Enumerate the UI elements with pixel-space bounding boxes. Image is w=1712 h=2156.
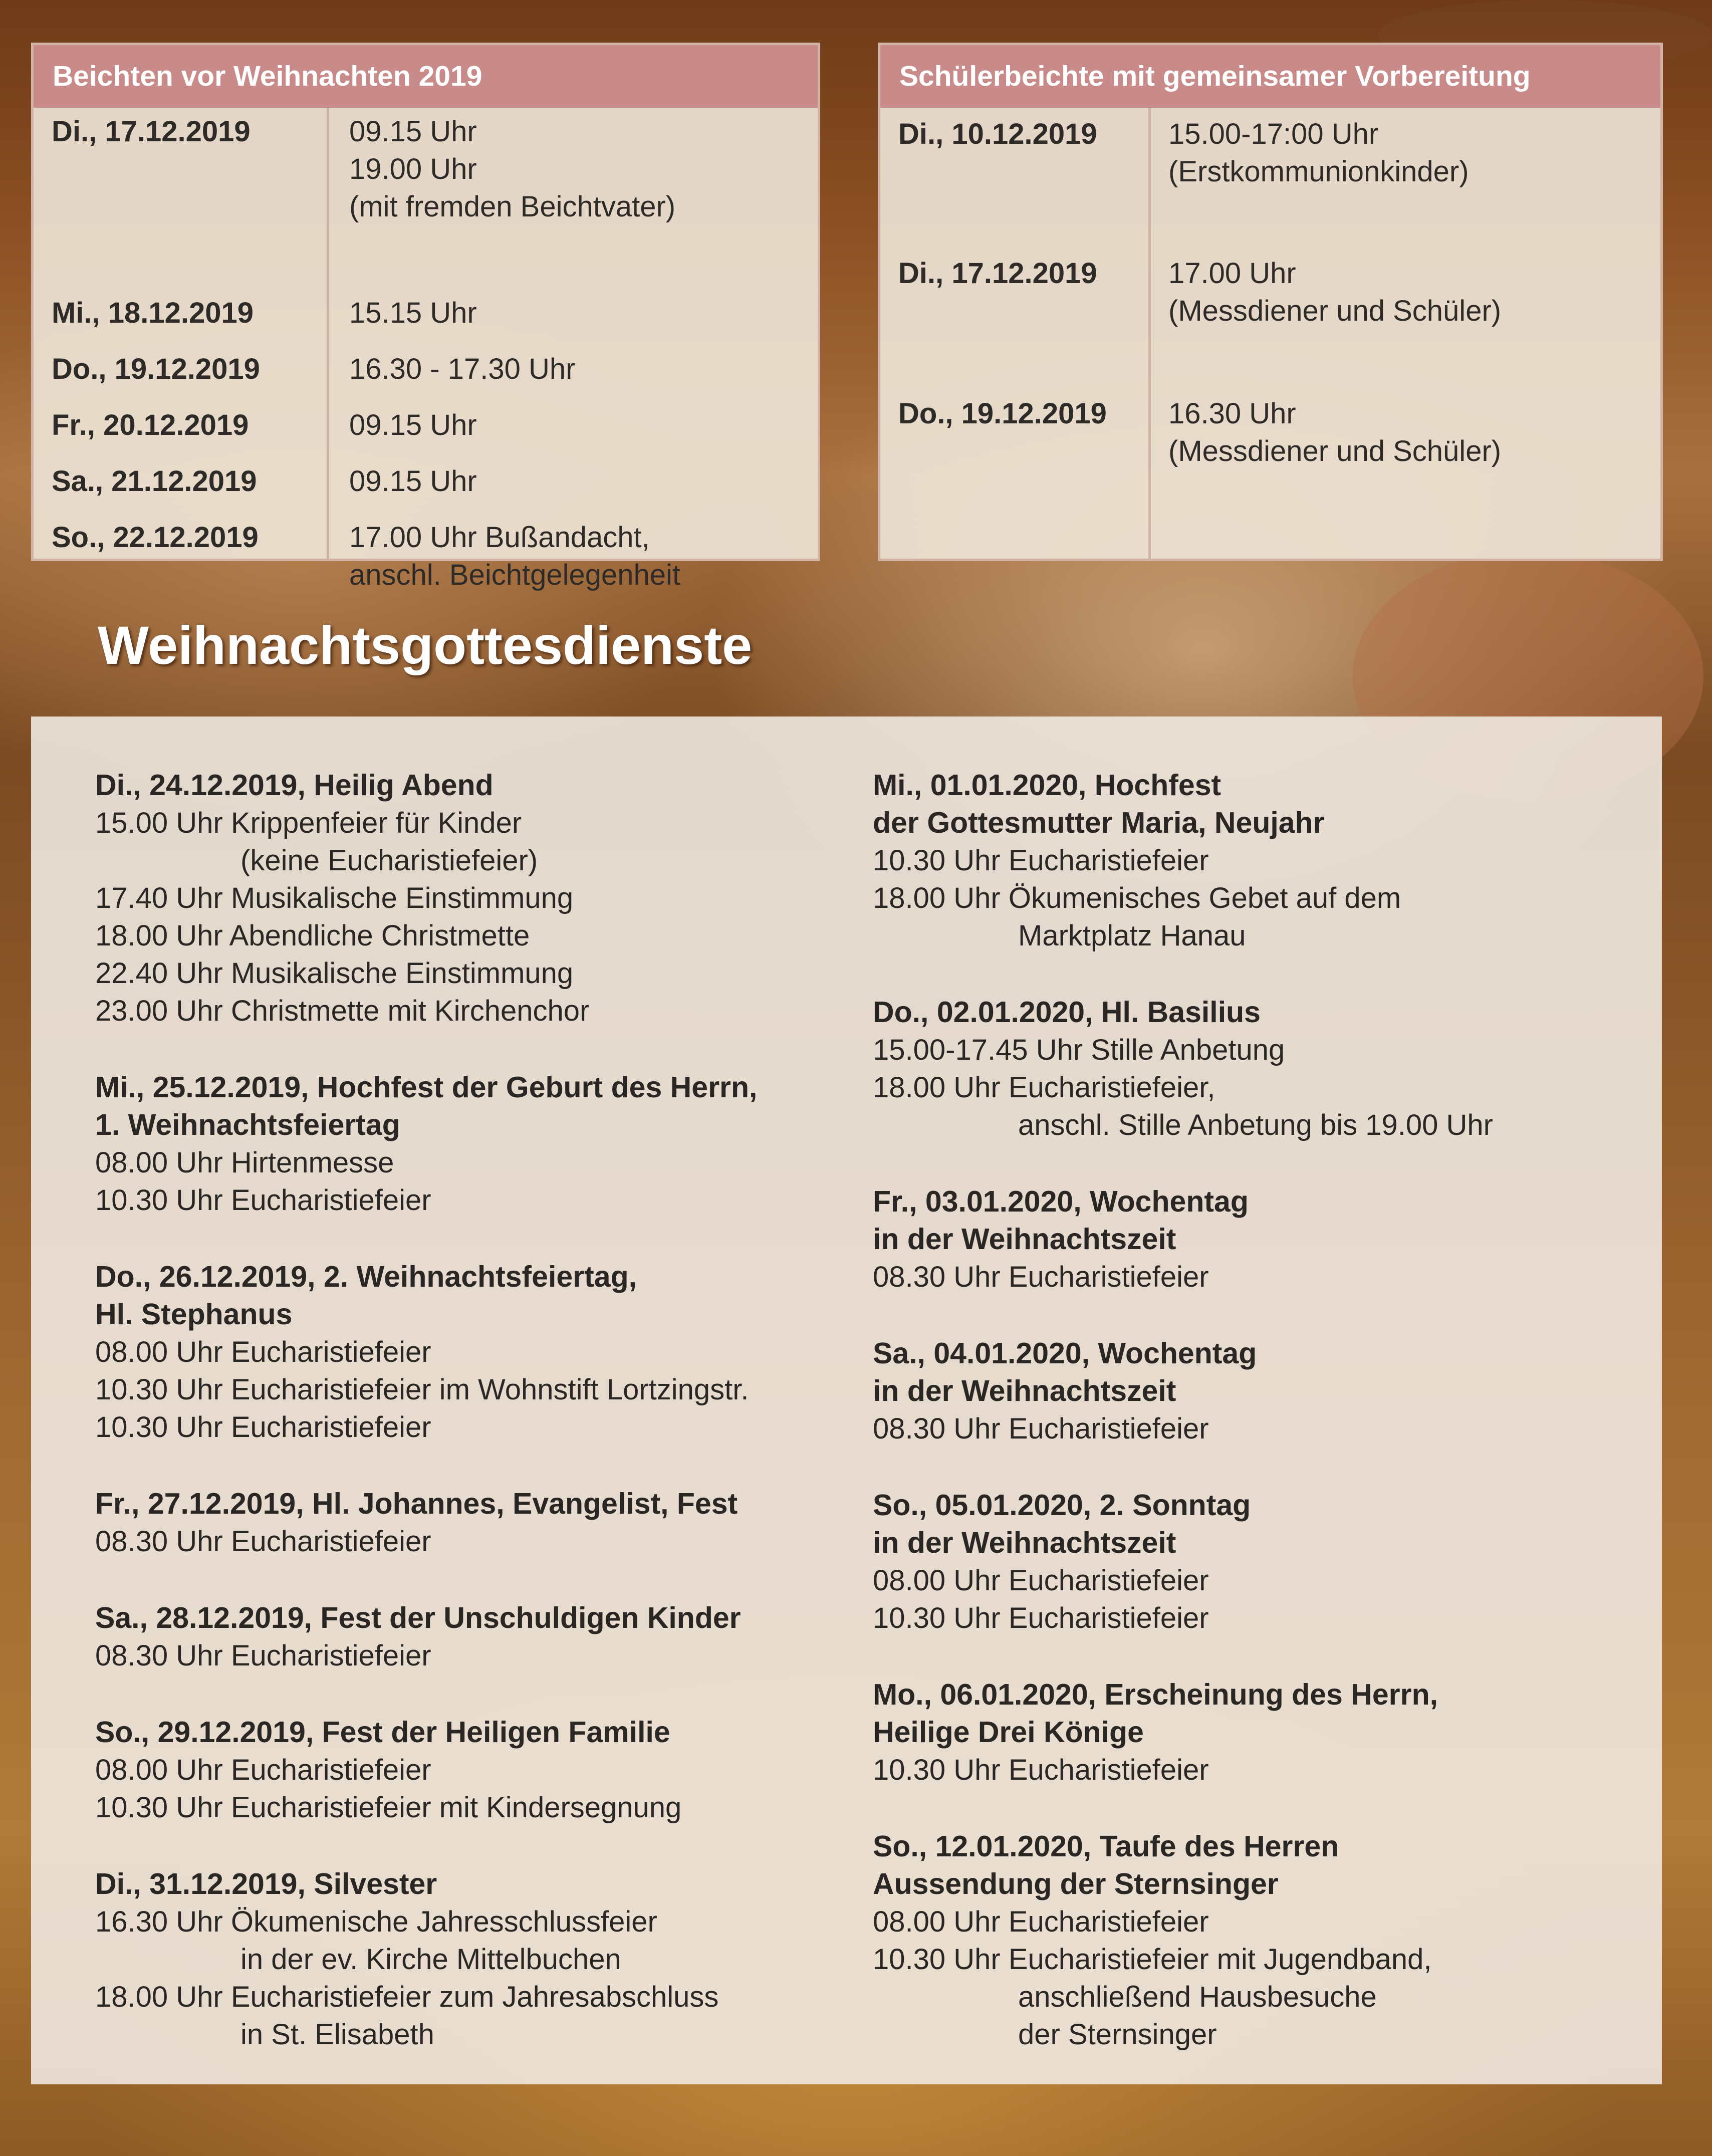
row-times: [1168, 115, 1469, 190]
row-date: So., 22.12.2019: [52, 521, 259, 554]
row-times: [349, 406, 477, 444]
service-entry: [95, 767, 847, 1030]
service-heading: der Gottesmutter Maria, Neujahr: [873, 806, 1325, 839]
beichten-table-body: [34, 108, 818, 591]
service-entry: [873, 1828, 1624, 2053]
service-heading: Di., 31.12.2019, Silvester: [95, 1867, 437, 1900]
schuelerbeichte-table-title: Schülerbeichte mit gemeinsamer Vorbereitung: [880, 45, 1660, 108]
service-heading: Do., 02.01.2020, Hl. Basilius: [873, 996, 1261, 1029]
row-times: [349, 462, 477, 500]
row-times: [1168, 395, 1501, 470]
service-line: (keine Eucharistiefeier): [240, 844, 538, 877]
row-times: [349, 519, 680, 594]
service-line: 08.00 Uhr Eucharistiefeier: [873, 1905, 1209, 1938]
section-title: Weihnachtsgottesdienste: [98, 615, 753, 675]
service-line: anschließend Hausbesuche: [1018, 1981, 1377, 2013]
time-line: 15.15 Uhr: [349, 297, 477, 329]
time-line: (Erstkommunionkinder): [1168, 155, 1469, 188]
service-entry: [873, 1183, 1624, 1296]
service-entry: [95, 1069, 847, 1219]
service-line: der Sternsinger: [1018, 2018, 1217, 2051]
column-divider: [1148, 108, 1151, 559]
service-heading: So., 12.01.2020, Taufe des Herren: [873, 1830, 1339, 1863]
row-times: [349, 294, 477, 332]
row-date: Do., 19.12.2019: [898, 397, 1107, 430]
service-entry: [873, 1335, 1624, 1448]
service-line: 18.00 Uhr Eucharistiefeier zum Jahresabschluss: [95, 1981, 719, 2013]
service-line: 08.30 Uhr Eucharistiefeier: [95, 1639, 431, 1672]
row-times: [1168, 255, 1501, 330]
service-line: 08.30 Uhr Eucharistiefeier: [95, 1525, 431, 1558]
service-line: in der ev. Kirche Mittelbuchen: [240, 1943, 621, 1976]
time-line: anschl. Beichtgelegenheit: [349, 559, 681, 591]
service-line: 10.30 Uhr Eucharistiefeier: [873, 844, 1209, 877]
time-line: (Messdiener und Schüler): [1168, 435, 1502, 467]
service-line: 10.30 Uhr Eucharistiefeier mit Jugendband,: [873, 1943, 1432, 1976]
time-line: 19.00 Uhr: [349, 153, 477, 185]
time-line: (Messdiener und Schüler): [1168, 295, 1502, 327]
time-line: 16.30 - 17.30 Uhr: [349, 353, 576, 385]
service-line: 22.40 Uhr Musikalische Einstimmung: [95, 957, 574, 990]
service-entry: [873, 1676, 1624, 1789]
service-heading: in der Weihnachtszeit: [873, 1223, 1176, 1256]
row-date: Di., 10.12.2019: [898, 118, 1097, 150]
service-entry: [95, 1865, 847, 2053]
row-date: Fr., 20.12.2019: [52, 409, 249, 441]
service-line: 08.30 Uhr Eucharistiefeier: [873, 1412, 1209, 1445]
service-line: 10.30 Uhr Eucharistiefeier mit Kindersegnung: [95, 1791, 682, 1824]
service-heading: Di., 24.12.2019, Heilig Abend: [95, 769, 494, 802]
service-entry: [95, 1485, 847, 1560]
service-line: 10.30 Uhr Eucharistiefeier: [95, 1411, 431, 1444]
service-line: 10.30 Uhr Eucharistiefeier: [873, 1754, 1209, 1786]
service-line: Marktplatz Hanau: [1018, 919, 1246, 952]
row-date: Sa., 21.12.2019: [52, 465, 257, 498]
service-line: 18.00 Uhr Abendliche Christmette: [95, 919, 530, 952]
service-line: 08.30 Uhr Eucharistiefeier: [873, 1261, 1209, 1293]
beichten-table: [31, 43, 820, 591]
service-line: 08.00 Uhr Eucharistiefeier: [873, 1564, 1209, 1597]
service-line: 10.30 Uhr Eucharistiefeier: [873, 1602, 1209, 1634]
row-date: Di., 17.12.2019: [898, 257, 1097, 290]
service-heading: in der Weihnachtszeit: [873, 1374, 1176, 1407]
service-entry: [95, 1258, 847, 1446]
time-line: 09.15 Uhr: [349, 465, 477, 498]
service-line: 16.30 Uhr Ökumenische Jahresschlussfeier: [95, 1905, 657, 1938]
service-line: 10.30 Uhr Eucharistiefeier: [95, 1184, 431, 1217]
row-date: Di., 17.12.2019: [52, 115, 251, 148]
time-line: 15.00-17:00 Uhr: [1168, 118, 1379, 150]
row-times: [349, 113, 675, 225]
service-heading: 1. Weihnachtsfeiertag: [95, 1108, 400, 1141]
service-heading: So., 05.01.2020, 2. Sonntag: [873, 1489, 1251, 1522]
time-line: 17.00 Uhr: [1168, 257, 1296, 290]
service-line: 10.30 Uhr Eucharistiefeier im Wohnstift Lortzingstr.: [95, 1373, 749, 1406]
service-heading: Hl. Stephanus: [95, 1298, 293, 1331]
service-entry: [95, 1714, 847, 1826]
time-line: 16.30 Uhr: [1168, 397, 1296, 430]
service-line: 23.00 Uhr Christmette mit Kirchenchor: [95, 995, 590, 1027]
gottesdienste-panel: [31, 716, 1662, 2084]
time-line: 09.15 Uhr: [349, 409, 477, 441]
service-heading: in der Weihnachtszeit: [873, 1526, 1176, 1559]
time-line: (mit fremden Beichtvater): [349, 190, 676, 223]
service-line: 08.00 Uhr Eucharistiefeier: [95, 1336, 431, 1368]
schuelerbeichte-table: [878, 43, 1663, 561]
service-heading: Aussendung der Sternsinger: [873, 1867, 1279, 1900]
service-line: in St. Elisabeth: [240, 2018, 434, 2051]
time-line: 09.15 Uhr: [349, 115, 477, 148]
service-entry: [95, 1599, 847, 1674]
service-entry: [873, 994, 1624, 1144]
service-heading: Do., 26.12.2019, 2. Weihnachtsfeiertag,: [95, 1260, 637, 1293]
service-heading: Fr., 27.12.2019, Hl. Johannes, Evangelist, Fest: [95, 1487, 738, 1520]
service-heading: Mi., 01.01.2020, Hochfest: [873, 769, 1221, 802]
service-heading: Mi., 25.12.2019, Hochfest der Geburt des Herrn,: [95, 1071, 758, 1104]
time-line: 17.00 Uhr Bußandacht,: [349, 521, 650, 554]
service-line: 15.00 Uhr Krippenfeier für Kinder: [95, 807, 522, 839]
service-line: 08.00 Uhr Eucharistiefeier: [95, 1754, 431, 1786]
service-line: 15.00-17.45 Uhr Stille Anbetung: [873, 1034, 1285, 1066]
service-line: 08.00 Uhr Hirtenmesse: [95, 1146, 394, 1179]
beichten-table-title: Beichten vor Weihnachten 2019: [34, 45, 818, 108]
service-line: 18.00 Uhr Ökumenisches Gebet auf dem: [873, 882, 1401, 914]
row-times: [349, 350, 575, 388]
service-heading: So., 29.12.2019, Fest der Heiligen Familie: [95, 1716, 670, 1749]
service-line: 18.00 Uhr Eucharistiefeier,: [873, 1071, 1215, 1104]
service-heading: Fr., 03.01.2020, Wochentag: [873, 1185, 1249, 1218]
services-column-left: [95, 767, 847, 2092]
service-heading: Sa., 28.12.2019, Fest der Unschuldigen Kinder: [95, 1601, 741, 1634]
row-date: Do., 19.12.2019: [52, 353, 260, 385]
service-entry: [873, 1487, 1624, 1637]
row-date: Mi., 18.12.2019: [52, 297, 254, 329]
service-heading: Sa., 04.01.2020, Wochentag: [873, 1337, 1257, 1370]
service-heading: Heilige Drei Könige: [873, 1716, 1144, 1749]
column-divider: [327, 108, 329, 559]
service-line: anschl. Stille Anbetung bis 19.00 Uhr: [1018, 1109, 1493, 1141]
service-heading: Mo., 06.01.2020, Erscheinung des Herrn,: [873, 1678, 1438, 1711]
service-line: 17.40 Uhr Musikalische Einstimmung: [95, 882, 574, 914]
services-column-right: [873, 767, 1624, 2092]
service-entry: [873, 767, 1624, 954]
schuelerbeichte-table-body: [880, 108, 1660, 559]
